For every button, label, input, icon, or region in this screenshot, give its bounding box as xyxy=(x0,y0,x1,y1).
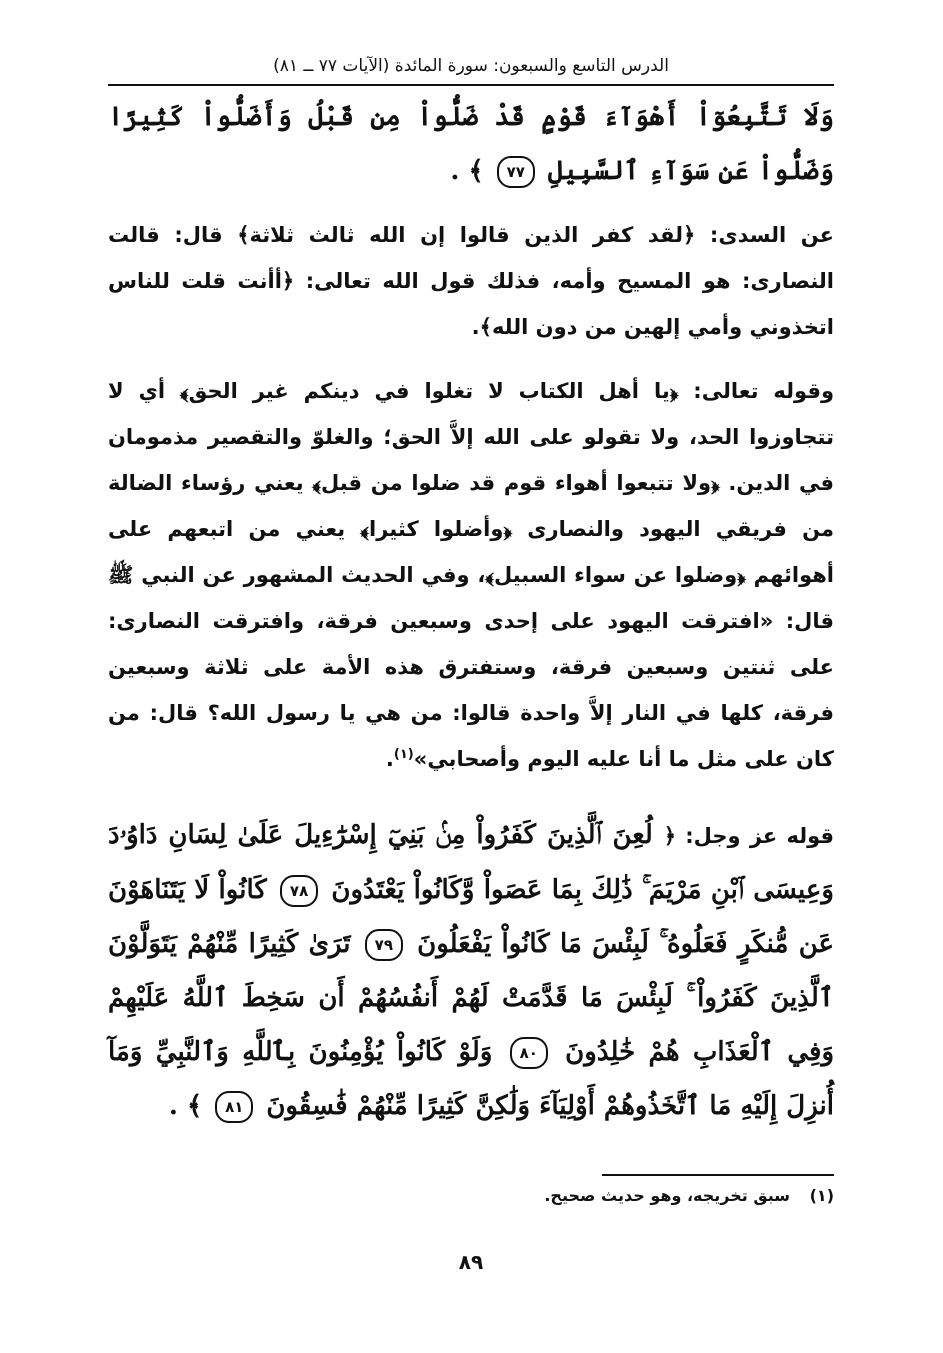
footnote xyxy=(108,1184,834,1208)
verse-77-text: وَلَا تَتَّبِعُوٓاْ أَهْوَآءَ قَوْمٍ قَدْ ضَلُّواْ مِن قَبْلُ وَأَضَلُّواْ كَثِيرًا وَضَلُّواْ عَن سَوَآءِ ٱلسَّبِيلِ xyxy=(108,102,834,186)
verses-78-81 xyxy=(108,808,834,1133)
paragraph-tafsir-text: وقوله تعالى: ﴿يا أهل الكتاب لا تغلوا في دينكم غير الحق﴾ أي لا تتجاوزوا الحد، ولا تقولو على الله إلاَّ الحق؛ والغلوّ والتقصير مذمومان في الدين. ﴿ولا تتبعوا أهواء قوم قد ضلوا من قبل﴾ يعني رؤساء الضالة من فريقي اليهود والنصارى ﴿وأضلوا كثيرا﴾ يعني من اتبعهم على أهوائهم ﴿وضلوا عن سواء السبيل﴾، وفي الحديث المشهور عن النبي ﷺ قال: «افترقت اليهود على إحدى وسبعين فرقة، وافترقت النصارى: على ثنتين وسبعين فرقة، وستفترق هذه الأمة على ثلاثة وسبعين فرقة، كلها في النار إلاَّ واحدة قالوا: من هي يا رسول الله؟ قال: من كان على مثل ما أنا عليه اليوم وأصحابي» xyxy=(108,379,834,771)
verse-81-text: وَلَوْ كَانُواْ يُؤْمِنُونَ بِٱللَّهِ وَٱلنَّبِيِّ وَمَآ أُنزِلَ إِلَيْهِ مَا ٱتَّخَذُوهُمْ أَوْلِيَآءَ وَلَٰكِنَّ كَثِيرًا مِّنْهُمْ فَٰسِقُونَ xyxy=(108,1037,834,1121)
ayah-number-78: ٧٨ xyxy=(280,875,318,907)
paragraph-tafsir-closing: . xyxy=(385,747,394,771)
footnote-divider xyxy=(602,1174,834,1176)
footnote-reference[interactable]: (١) xyxy=(393,747,414,762)
running-header: الدرس التاسع والسبعون: سورة المائدة (الآيات ٧٧ ــ ٨١) xyxy=(108,54,834,86)
verse-77-closing: ﴾ . xyxy=(450,156,484,186)
footnote-number: (١) xyxy=(809,1186,834,1205)
page-number: ٨٩ xyxy=(458,1250,484,1274)
ayah-number-80: ٨٠ xyxy=(510,1037,548,1069)
paragraph-tafsir xyxy=(108,368,834,782)
footnote-text: سبق تخريجه، وهو حديث صحيح. xyxy=(544,1186,791,1205)
verse-80-text: تَرَىٰ كَثِيرًا مِّنْهُمْ يَتَوَلَّوْنَ ٱلَّذِينَ كَفَرُواْ ۚ لَبِئْسَ مَا قَدَّمَتْ لَهُمْ أَنفُسُهُمْ أَن سَخِطَ ٱللَّهُ عَلَيْهِمْ وَفِي ٱلْعَذَابِ هُمْ خَٰلِدُونَ xyxy=(108,929,835,1067)
verses-intro: قوله عز وجل: ﴿ xyxy=(663,824,835,848)
ayah-number-79: ٧٩ xyxy=(365,929,403,961)
ayah-number-81: ٨١ xyxy=(215,1091,253,1123)
verses-closing: ﴾ . xyxy=(168,1091,203,1121)
book-page xyxy=(108,54,834,1314)
paragraph-suddi: عن السدى: ﴿لقد كفر الذين قالوا إن الله ثالث ثلاثة﴾ قال: قالت النصارى: هو المسيح وأمه، فذلك قول الله تعالى: ﴿أأنت قلت للناس اتخذوني وأمي إلهين من دون الله﴾. xyxy=(108,223,834,339)
ayah-number-77: ٧٧ xyxy=(497,156,535,188)
verse-77 xyxy=(108,90,834,198)
verse-78-text: لُعِنَ ٱلَّذِينَ كَفَرُواْ مِنۢ بَنِيٓ إِسْرَٰٓءِيلَ عَلَىٰ لِسَانِ دَاوُۥدَ وَعِيسَى ٱبْنِ مَرْيَمَ ۚ ذَٰلِكَ بِمَا عَصَواْ وَّكَانُواْ يَعْتَدُونَ xyxy=(108,820,834,905)
verse-79-text: كَانُواْ لَا يَتَنَاهَوْنَ عَن مُّنكَرٍ فَعَلُوهُ ۚ لَبِئْسَ مَا كَانُواْ يَفْعَلُونَ xyxy=(108,875,834,959)
